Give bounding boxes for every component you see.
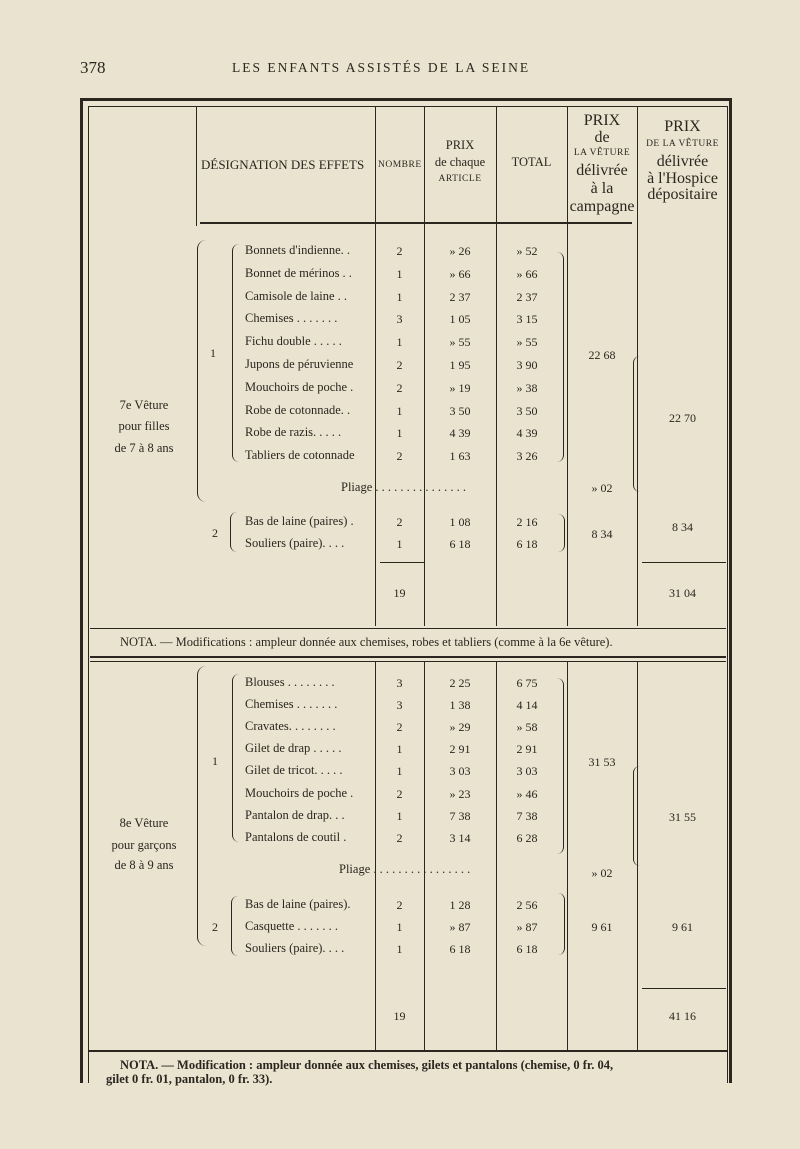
nota-rule bbox=[90, 656, 726, 658]
item-nombre: 1 bbox=[396, 808, 403, 823]
running-title: LES ENFANTS ASSISTÉS DE LA SEINE bbox=[232, 60, 531, 75]
item-nombre: 2 bbox=[396, 786, 403, 801]
item-name: Souliers (paire). . . . bbox=[245, 941, 345, 955]
item-prix: » 19 bbox=[449, 380, 471, 395]
col-hospice-1: PRIX bbox=[664, 118, 701, 135]
item-total: 3 50 bbox=[516, 403, 538, 418]
section1-grand-total: 31 04 bbox=[669, 586, 696, 600]
item-prix: 6 18 bbox=[449, 942, 471, 956]
item-name: Jupons de péruvienne bbox=[245, 357, 354, 371]
item-prix: 7 38 bbox=[449, 808, 471, 823]
col-hospice-2: DE LA VÊTURE bbox=[646, 139, 719, 149]
item-total: 6 28 bbox=[516, 830, 538, 845]
item-nombre: 2 bbox=[396, 515, 403, 529]
item-name: Gilet de tricot. . . . . bbox=[245, 763, 343, 778]
group1-brace bbox=[232, 244, 239, 462]
col-campagne-2: de bbox=[594, 129, 610, 146]
item-nombre: 1 bbox=[396, 403, 403, 418]
section1-group2-campagne: 8 34 bbox=[591, 527, 613, 541]
section2-group2-hospice: 9 61 bbox=[672, 920, 693, 934]
item-nombre: 2 bbox=[396, 830, 403, 845]
section1-nombre-total: 19 bbox=[393, 586, 406, 600]
item-name: Bonnet de mérinos . . bbox=[245, 265, 352, 280]
section2-hospice-total-1: 31 55 bbox=[669, 810, 696, 824]
item-total: » 58 bbox=[516, 720, 538, 735]
item-prix: 2 25 bbox=[449, 676, 471, 690]
item-nombre: 1 bbox=[396, 942, 403, 956]
item-nombre: 3 bbox=[396, 698, 403, 713]
item-prix: » 55 bbox=[449, 335, 471, 350]
section1-hospice-total-1: 22 70 bbox=[669, 411, 696, 425]
item-name: Pantalon de drap. . . bbox=[245, 807, 345, 822]
item-nombre: 1 bbox=[396, 764, 403, 779]
item-total: » 55 bbox=[516, 335, 538, 350]
item-nombre: 2 bbox=[396, 358, 403, 372]
item-nombre: 1 bbox=[396, 742, 403, 757]
section1-label-2: pour filles bbox=[118, 419, 170, 433]
col-campagne-5: à la bbox=[590, 180, 614, 197]
item-prix: » 87 bbox=[449, 920, 471, 934]
col-prix-2: de chaque bbox=[434, 155, 486, 169]
item-name: Mouchoirs de poche . bbox=[245, 379, 354, 394]
item-total: » 52 bbox=[516, 244, 538, 258]
item-name: Bas de laine (paires) . bbox=[245, 514, 354, 528]
item-total: 6 18 bbox=[516, 942, 538, 956]
section2-label-1: 8e Vêture bbox=[119, 816, 169, 830]
item-total: 2 37 bbox=[516, 289, 538, 304]
group2-brace bbox=[231, 896, 238, 956]
nota-rule bbox=[88, 1050, 728, 1052]
col-hospice-4: à l'Hospice bbox=[647, 170, 718, 187]
item-total: 3 90 bbox=[516, 358, 538, 372]
item-nombre: 1 bbox=[396, 426, 403, 441]
group1-brace bbox=[232, 674, 239, 842]
nota-1: NOTA. — Modifications : ampleur donnée aux chemises, robes et tabliers (comme à la 6e vêture). bbox=[120, 635, 613, 649]
section1-group2-hospice: 8 34 bbox=[672, 520, 693, 534]
item-name: Cravates. . . . . . . . bbox=[245, 719, 336, 734]
divider bbox=[567, 662, 568, 1050]
campagne-brace bbox=[557, 252, 564, 462]
col-campagne-1: PRIX bbox=[583, 112, 621, 129]
divider bbox=[196, 106, 197, 226]
item-name: Bonnets d'indienne. . bbox=[245, 243, 351, 257]
item-total: 2 16 bbox=[516, 515, 538, 529]
item-prix: 6 18 bbox=[449, 537, 471, 551]
campagne-brace bbox=[557, 678, 564, 854]
item-nombre: 1 bbox=[396, 335, 403, 350]
total-rule bbox=[642, 562, 726, 563]
item-total: 6 18 bbox=[516, 537, 538, 551]
item-name: Gilet de drap . . . . . bbox=[245, 741, 342, 756]
item-nombre: 2 bbox=[396, 720, 403, 735]
group2-right-brace bbox=[558, 893, 565, 955]
item-prix: » 23 bbox=[449, 786, 471, 801]
item-name: Blouses . . . . . . . . bbox=[245, 675, 335, 689]
section2-label-2: pour garçons bbox=[111, 838, 177, 852]
total-rule bbox=[380, 562, 424, 563]
section1-group2-num: 2 bbox=[212, 526, 218, 540]
section1-group1-num: 1 bbox=[210, 346, 216, 360]
item-name: Robe de cotonnade. . bbox=[245, 402, 351, 417]
item-name: Souliers (paire). . . . bbox=[245, 536, 345, 550]
nota-rule bbox=[90, 661, 726, 662]
item-name: Pantalons de coutil . bbox=[245, 829, 347, 844]
section2-pliage-value: » 02 bbox=[591, 866, 613, 880]
section2-group1-num: 1 bbox=[212, 754, 218, 768]
section2-label-3: de 8 à 9 ans bbox=[114, 858, 174, 872]
item-name: Chemises . . . . . . . bbox=[245, 697, 338, 712]
section1-pliage-value: » 02 bbox=[591, 481, 613, 495]
group2-brace bbox=[230, 512, 237, 552]
col-total: TOTAL bbox=[511, 155, 552, 169]
item-prix: 3 50 bbox=[449, 403, 471, 418]
item-prix: 1 05 bbox=[449, 312, 471, 327]
item-nombre: 2 bbox=[396, 244, 403, 258]
item-prix: 1 63 bbox=[449, 449, 471, 464]
item-nombre: 2 bbox=[396, 380, 403, 395]
section2-pliage: Pliage . . . . . . . . . . . . . . . . bbox=[339, 862, 471, 876]
item-nombre: 2 bbox=[396, 449, 403, 464]
item-total: 2 56 bbox=[516, 898, 538, 912]
item-nombre: 3 bbox=[396, 312, 403, 327]
item-prix: 1 38 bbox=[449, 698, 471, 713]
col-nombre: NOMBRE bbox=[378, 160, 422, 170]
item-name: Tabliers de cotonnade bbox=[245, 448, 355, 463]
col-prix-3: ARTICLE bbox=[438, 174, 482, 184]
section1-label-1: 7e Vêture bbox=[119, 398, 169, 412]
section1-brace bbox=[197, 240, 206, 502]
item-total: 3 26 bbox=[516, 449, 538, 464]
col-campagne-6: campagne bbox=[569, 198, 635, 215]
col-prix-1: PRIX bbox=[445, 138, 475, 152]
item-name: Bas de laine (paires). bbox=[245, 897, 351, 911]
col-campagne-3: LA VÊTURE bbox=[573, 148, 631, 158]
col-designation: DÉSIGNATION DES EFFETS bbox=[201, 157, 365, 172]
item-prix: 3 03 bbox=[449, 764, 471, 779]
item-total: » 87 bbox=[516, 920, 538, 934]
item-nombre: 3 bbox=[396, 676, 403, 690]
group2-right-brace bbox=[558, 514, 565, 552]
section2-brace bbox=[197, 666, 206, 946]
section1-label-3: de 7 à 8 ans bbox=[114, 441, 174, 455]
item-nombre: 1 bbox=[396, 537, 403, 551]
item-prix: » 29 bbox=[449, 720, 471, 735]
item-name: Chemises . . . . . . . bbox=[245, 311, 338, 326]
item-total: 3 03 bbox=[516, 764, 538, 779]
item-nombre: 1 bbox=[396, 920, 403, 934]
item-prix: 2 37 bbox=[449, 289, 471, 304]
section1-group1-campagne: 22 68 bbox=[588, 348, 616, 362]
item-name: Robe de razis. . . . . bbox=[245, 425, 342, 440]
item-nombre: 2 bbox=[396, 898, 403, 912]
item-total: » 38 bbox=[516, 380, 538, 395]
nota-2-line-1: NOTA. — Modification : ampleur donnée aux chemises, gilets et pantalons (chemise, 0 fr. 04, bbox=[120, 1058, 614, 1072]
col-hospice-5: dépositaire bbox=[647, 186, 718, 203]
item-total: 3 15 bbox=[516, 312, 538, 327]
item-prix: 1 28 bbox=[449, 898, 471, 912]
item-name: Casquette . . . . . . . bbox=[245, 919, 339, 933]
header-rule bbox=[200, 222, 632, 224]
item-nombre: 1 bbox=[396, 266, 403, 281]
nota-2-line-2: gilet 0 fr. 01, pantalon, 0 fr. 33). bbox=[106, 1072, 273, 1086]
item-prix: 4 39 bbox=[449, 426, 471, 441]
item-prix: 1 95 bbox=[449, 358, 471, 372]
item-total: 4 14 bbox=[516, 698, 538, 713]
item-nombre: 1 bbox=[396, 289, 403, 304]
item-prix: 3 14 bbox=[449, 830, 471, 845]
item-total: » 66 bbox=[516, 266, 538, 281]
total-rule bbox=[642, 988, 726, 989]
section2-group2-campagne: 9 61 bbox=[591, 920, 613, 934]
section2-group1-campagne: 31 53 bbox=[588, 755, 616, 769]
item-prix: 1 08 bbox=[449, 515, 471, 529]
page-number: 378 bbox=[80, 58, 106, 77]
nota-rule bbox=[90, 628, 726, 629]
section1-pliage: Pliage . . . . . . . . . . . . . . . bbox=[341, 480, 466, 494]
item-total: 2 91 bbox=[516, 742, 538, 757]
item-total: 4 39 bbox=[516, 426, 538, 441]
section2-group2-num: 2 bbox=[212, 920, 218, 934]
item-total: » 46 bbox=[516, 786, 538, 801]
item-total: 6 75 bbox=[516, 676, 538, 690]
item-prix: » 66 bbox=[449, 266, 471, 281]
col-campagne-4: délivrée bbox=[576, 162, 628, 179]
item-prix: » 26 bbox=[449, 244, 471, 258]
item-prix: 2 91 bbox=[449, 742, 471, 757]
item-total: 7 38 bbox=[516, 808, 538, 823]
section2-nombre-total: 19 bbox=[393, 1009, 406, 1023]
section2-grand-total: 41 16 bbox=[669, 1009, 696, 1023]
item-name: Camisole de laine . . bbox=[245, 288, 348, 303]
item-name: Fichu double . . . . . bbox=[245, 334, 342, 349]
item-name: Mouchoirs de poche . bbox=[245, 785, 354, 800]
col-hospice-3: délivrée bbox=[656, 153, 709, 170]
